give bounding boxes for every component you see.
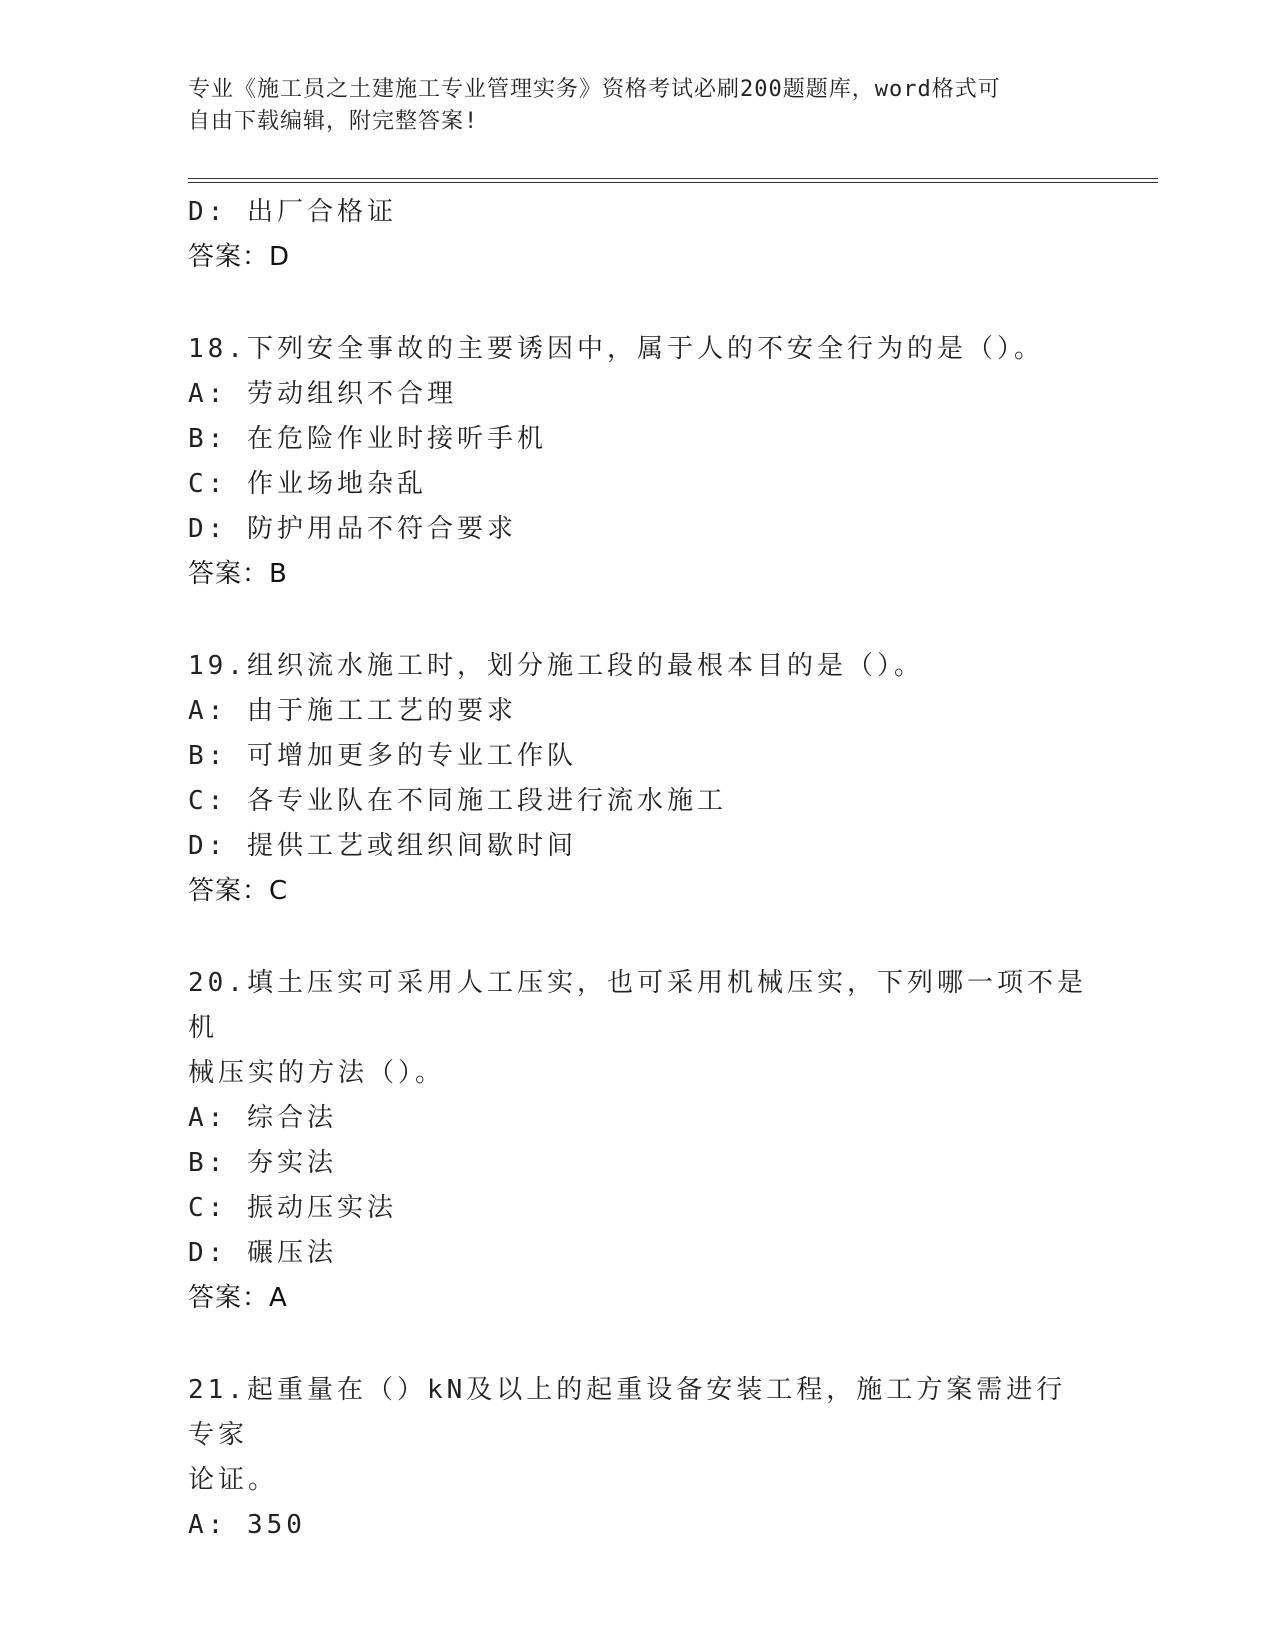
- option-d: D: 碾压法: [188, 1238, 337, 1268]
- answer-line: 答案：D: [188, 242, 291, 272]
- option-c: C: 各专业队在不同施工段进行流水施工: [188, 786, 727, 816]
- option-a: A: 由于施工工艺的要求: [188, 696, 517, 726]
- answer-line: 答案：A: [188, 1283, 288, 1313]
- question-text-line-2: 论证。: [188, 1465, 279, 1495]
- question-21: [188, 1368, 1088, 1548]
- header-divider-bottom: [188, 182, 1158, 183]
- option-a: A: 综合法: [188, 1103, 337, 1133]
- option-a: A: 350: [188, 1510, 306, 1540]
- option-a: A: 劳动组织不合理: [188, 379, 457, 409]
- question-20: [188, 961, 1088, 1321]
- option-d: D: 出厂合格证: [188, 197, 397, 227]
- question-content: [188, 190, 1088, 1548]
- option-d: D: 防护用品不符合要求: [188, 514, 517, 544]
- question-text-line-1: 21.起重量在（）kN及以上的起重设备安装工程，施工方案需进行专家: [188, 1375, 1067, 1450]
- question-text: 19.组织流水施工时，划分施工段的最根本目的是（）。: [188, 651, 924, 681]
- question-text-line-2: 械压实的方法（）。: [188, 1058, 446, 1088]
- header-line-2: 自由下载编辑，附完整答案!: [188, 109, 479, 134]
- header-line-1: 专业《施工员之土建施工专业管理实务》资格考试必刷200题题库，word格式可: [188, 77, 1001, 102]
- option-b: B: 夯实法: [188, 1148, 337, 1178]
- option-c: C: 作业场地杂乱: [188, 469, 427, 499]
- option-c: C: 振动压实法: [188, 1193, 397, 1223]
- header-divider-top: [188, 178, 1158, 179]
- question-text: 18.下列安全事故的主要诱因中，属于人的不安全行为的是（）。: [188, 334, 1044, 364]
- answer-line: 答案：C: [188, 876, 289, 906]
- question-19: [188, 644, 1088, 914]
- question-17-tail: [188, 190, 1088, 280]
- question-text-line-1: 20.填土压实可采用人工压实，也可采用机械压实，下列哪一项不是机: [188, 968, 1087, 1043]
- question-18: [188, 327, 1088, 597]
- option-d: D: 提供工艺或组织间歇时间: [188, 831, 577, 861]
- document-header: [188, 74, 1068, 138]
- answer-line: 答案：B: [188, 559, 288, 589]
- option-b: B: 可增加更多的专业工作队: [188, 741, 577, 771]
- option-b: B: 在危险作业时接听手机: [188, 424, 547, 454]
